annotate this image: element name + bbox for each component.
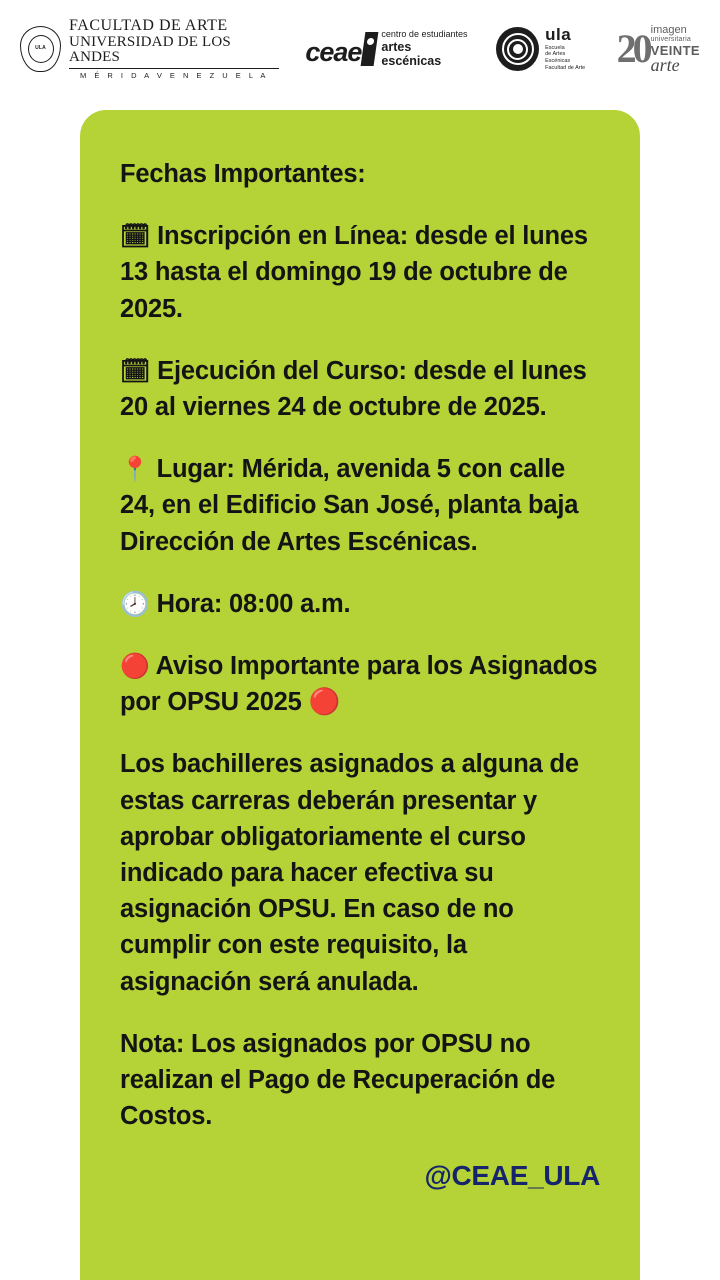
ceae-bar-icon — [361, 32, 379, 66]
veinte-number: 20 — [616, 26, 649, 71]
ula-seal-icon: ULA — [20, 26, 61, 72]
calendar-icon: 🗓 — [120, 357, 151, 385]
card-block-lugar-text: Lugar: Mérida, avenida 5 con calle 24, en el Edificio San José, planta baja Dirección de Artes Escénicas. — [120, 455, 579, 556]
card-block-ejecucion — [120, 353, 600, 425]
card-block-lugar — [120, 451, 600, 560]
card-block-inscripcion — [120, 218, 600, 327]
ula-acronym: ula — [545, 24, 572, 44]
card-block-aviso — [120, 648, 600, 720]
card-block-nota: Nota: Los asignados por OPSU no realizan el Pago de Recuperación de Costos. — [120, 1029, 556, 1131]
ceae-wordmark: ceae — [305, 37, 362, 68]
ula-escuela-line-1: Escuela — [545, 44, 565, 51]
header-logo-bar — [0, 0, 720, 90]
facultad-line-3: M É R I D A V E N E Z U E L A — [79, 71, 269, 81]
location-pin-icon: 📍 — [120, 456, 150, 484]
facultad-wordmark — [69, 18, 279, 80]
card-block-bachilleres: Los bachilleres asignados a alguna de estas carreras deberán presentar y aprobar obligatoriamente el curso indicado para hacer efectiva su asignación OPSU. En caso de no cumplir con este requisito, la asignación será anulada. — [120, 750, 579, 996]
card-title: Fechas Importantes: — [120, 160, 366, 188]
facultad-line-2: UNIVERSIDAD DE LOS ANDES — [69, 35, 279, 70]
ceae-subtitle — [381, 29, 470, 68]
ula-wordmark — [545, 26, 591, 72]
ula-escuela-line-3: Facultad de Arte — [545, 65, 586, 72]
card-block-aviso-text: Aviso Importante para los Asignados por OPSU 2025 🔴 — [120, 652, 598, 717]
veinte-line-1: imagen — [650, 23, 687, 36]
card-block-hora-text: Hora: 08:00 a.m. — [156, 589, 351, 618]
ceae-subtitle-line-1: centro de estudiantes — [381, 29, 468, 40]
logo-ceae — [305, 29, 470, 68]
clock-icon: 🕗 — [120, 590, 150, 618]
veinte-line-2: universitaria — [650, 36, 691, 44]
red-circle-icon: 🔴 — [120, 653, 150, 681]
veinte-line-3: VEINTE — [650, 42, 700, 58]
logo-imagen-universitaria — [617, 25, 700, 74]
social-handle: @CEAE_ULA — [424, 1160, 600, 1192]
card-block-hora — [120, 586, 600, 622]
facultad-line-1: FACULTAD DE ARTE — [69, 16, 228, 34]
veinte-wordmark — [651, 25, 700, 74]
ula-rings-icon — [496, 27, 539, 71]
ceae-subtitle-line-2: artes escénicas — [381, 39, 442, 69]
announcement-card — [80, 110, 640, 1280]
card-block-ejecucion-text: Ejecución del Curso: desde el lunes 20 al viernes 24 de octubre de 2025. — [120, 356, 587, 422]
logo-ula-escuela — [496, 26, 590, 72]
veinte-line-4: arte — [650, 55, 680, 76]
calendar-icon: 🗓 — [120, 223, 151, 251]
logo-facultad-de-arte — [20, 18, 279, 80]
ula-escuela-line-2: de Artes Escénicas — [545, 51, 571, 65]
ceae-mark-icon — [305, 32, 376, 66]
card-block-inscripcion-text: Inscripción en Línea: desde el lunes 13 hasta el domingo 19 de octubre de 2025. — [120, 222, 588, 323]
